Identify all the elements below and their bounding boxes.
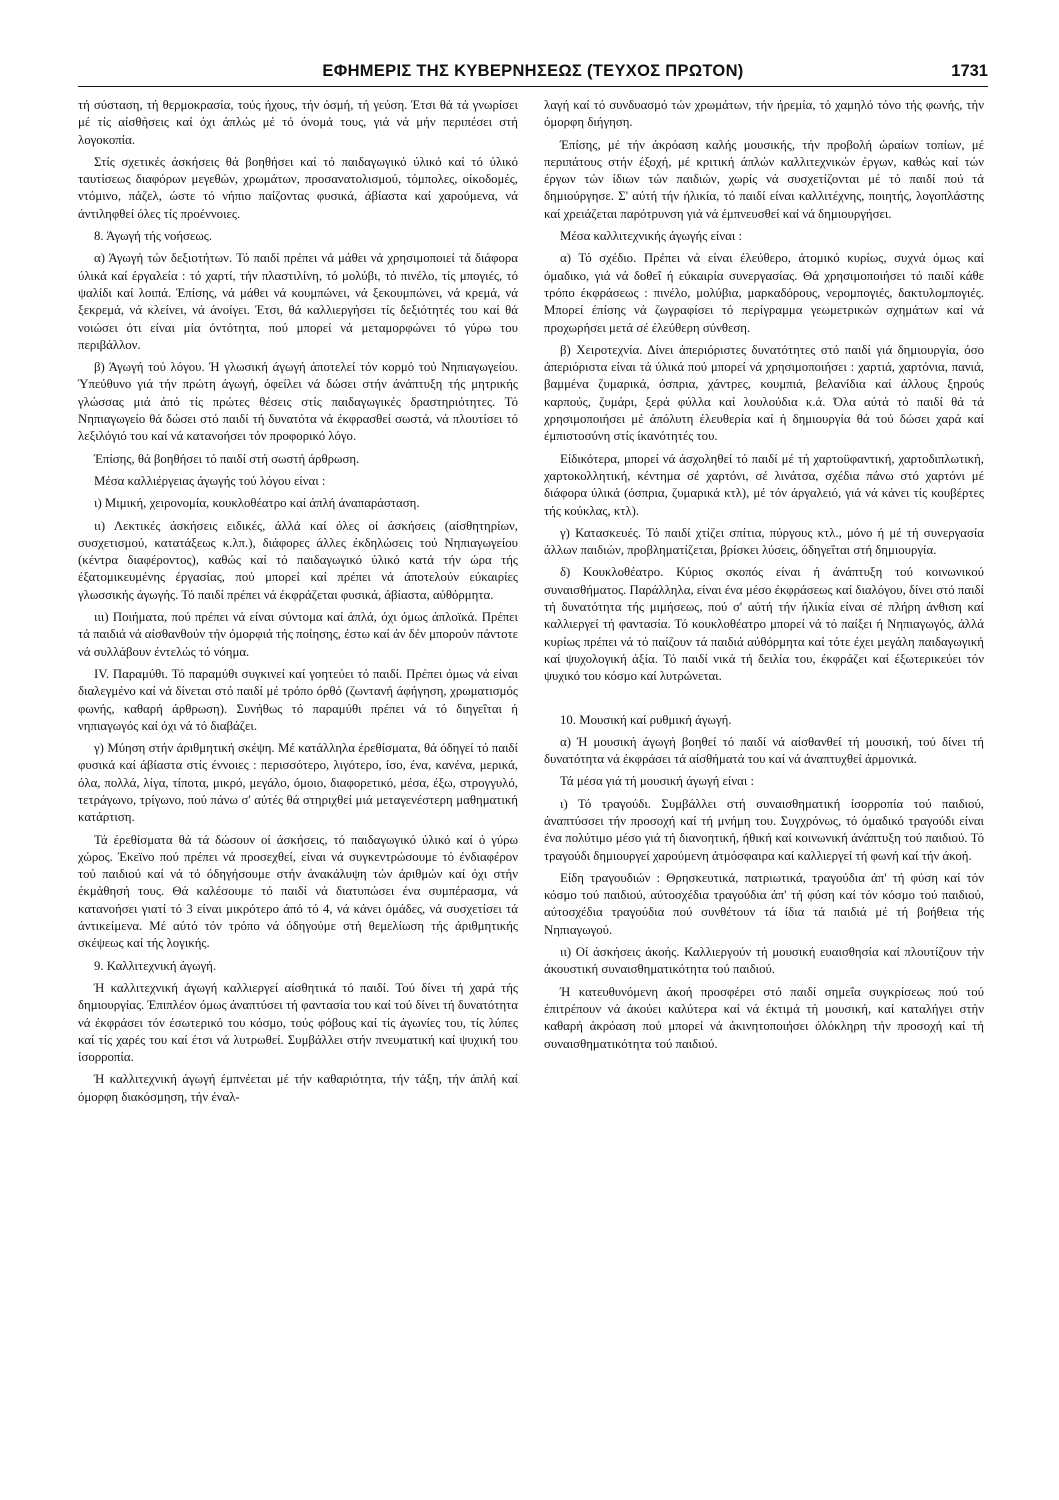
paragraph: β) Άγωγή τού λόγου. Ή γλωσική άγωγή άποτελεί τόν κορμό τού Νηπιαγωγείου. Ύπεύθυνο γιά τήν πρώτη άγωγή, όφείλει νά δώσει στήν άνάπτυξη τής μητρικής γλώσσας μιά άπό τίς πρώτες θέσεις στίς παιδαγωγικές δραστηριότητες. Τό Νηπιαγωγείο θά δώσει στό παιδί τή δυνατότα νά έκφρασθεί σωστά, νά πλουτίσει τό λεξιλόγιό του καί νά κατανοήσει τόν προφορικό λόγο.	[78, 360, 518, 444]
paragraph: Έπίσης, θά βοηθήσει τό παιδί στή σωστή άρθρωση.	[94, 451, 360, 466]
paragraph: Μέσα καλλιέργειας άγωγής τού λόγου είναι :	[94, 473, 326, 488]
paragraph: IV. Παραμύθι. Τό παραμύθι συγκινεί καί γοητεύει τό παιδί. Πρέπει όμως νά είναι διαλεγμένο καί νά δίνεται στό παιδί μέ τρόπο όρθό (ζωντανή άφήγηση, χρωματισμός φωνής, καθαρή άρθρωση). Συνήθως τό παραμύθι πρέπει νά τό διηγεΐται ή νηπιαγωγός καί όχι νά τό διαβάζει.	[78, 666, 518, 733]
section-heading: 8. Άγωγή τής νοήσεως.	[94, 229, 213, 244]
paragraph: Είδη τραγουδιών : Θρησκευτικά, πατριωτικά, τραγούδια άπ' τή φύση καί τόν κόσμο τού παιδιού, αύτοσχέδια τραγούδια άπ' τή φύση καί τόν κόσμο τού παιδιού, αύτοσχέδια τραγούδια πού συνθέτουν τά ίδια τά παιδιά μέ τή βοήθεια τής Νηπιαγωγού.	[544, 870, 984, 937]
paragraph: Ή καλλιτεχνική άγωγή έμπνέεται μέ τήν καθαριότητα, τήν τάξη, τήν άπλή καί όμορφη διακόσμηση, τήν έναλ-	[78, 1072, 518, 1104]
paragraph: Ή καλλιτεχνική άγωγή καλλιεργεί αίσθητικά τό παιδί. Τού δίνει τή χαρά τής δημιουργίας. Έπιπλέον όμως άναπτύσει τή φαντασία του καί τού δίνει τή δυνατότητα νά έκφράσει τόν έσωτερικό του κόσμο, τούς φόβους καί τίς άγωνίες του, τίς λύπες καί τίς χαρές του καί έτσι νά λυτρωθεί. Συμβάλλει στήν πνευματική καί ψυχική του ίσορροπία.	[78, 980, 518, 1065]
right-column	[544, 97, 984, 1058]
page-number: 1731	[951, 62, 988, 80]
paragraph: α) Ή μουσική άγωγή βοηθεί τό παιδί νά αίσθανθεί τή μουσική, τού δίνει τή δυνατότητα νά έκφράσει τά αίσθήματά του καί νά άναπτυχθεί άρμονικά.	[544, 734, 984, 767]
paragraph: Τά μέσα γιά τή μουσική άγωγή είναι :	[560, 774, 755, 789]
section-heading: 10. Μουσική καί ρυθμική άγωγή.	[560, 712, 732, 727]
paragraph: ι) Μιμική, χειρονομία, κουκλοθέατρο καί άπλή άναπαράσταση.	[94, 496, 420, 511]
journal-title: ΕΦΗΜΕΡΙΣ ΤΗΣ ΚΥΒΕΡΝΗΣΕΩΣ (ΤΕΥΧΟΣ ΠΡΩΤΟΝ)	[322, 62, 744, 80]
paragraph: Μέσα καλλιτεχνικής άγωγής είναι :	[560, 229, 743, 244]
paragraph: δ) Κουκλοθέατρο. Κύριος σκοπός είναι ή άνάπτυξη τού κοινωνικού συναισθήματος. Παράλληλα, είναι ένα μέσο έκφράσεως καί διαλόγου, δίνει στό παιδί τή δυνατότητα τής μιμήσεως, πού σ' αύτή τήν ήλικία είναι σέ πλήρη άνθιση καί καλλιεργεί τή φαντασία. Τό κουκλοθέατρο μπορεί νά τό παίξει ή Νηπιαγωγός, άλλά κυρίως πρέπει νά τό παίζουν τά παιδιά αύθόρμητα καί τότε έχει μεγάλη παιδαγωγική καί ψυχολογική άξία. Τό παιδί νικά τή δειλία του, έκφράζει καί έξωτερικεύει τόν ψυχικό του κόσμο καί λυτρώνεται.	[544, 565, 984, 684]
page-header	[78, 60, 988, 87]
paragraph: Τά έρεθίσματα θά τά δώσουν οί άσκήσεις, τό παιδαγωγικό ύλικό καί ό γύρω χώρος. Έκεϊνο πού πρέπει νά προσεχθεί, είναι νά συγκεντρώσουμε τό ένδιαφέρον τού παιδιού καί νά τό όδηγήσουμε στήν άνακάλυψη τών άριθμών καί όχι στήν έκμάθησή τους. Θά καλέσουμε τό παιδί νά διατυπώσει ένα συμπέρασμα, νά κατανοήσει γιατί τό 3 είναι μικρότερο άπό τό 4, νά κάνει όμάδες, νά συσχετίσει τά άντικείμενα. Μέ αύτό τόν τρόπο νά όδηγούμε στή θεμελίωση τής άριθμητικής σκέψεως καί τής λογικής.	[78, 832, 518, 951]
paragraph: ιιι) Ποιήματα, πού πρέπει νά είναι σύντομα καί άπλά, όχι όμως άπλοϊκά. Πρέπει τά παιδιά νά αίσθανθούν τήν όμορφιά τής ποίησης, έστω καί άν δέν μπορούν πάντοτε νά συλλάβουν έντελώς τό νόημα.	[78, 610, 518, 659]
paragraph: Ή κατευθυνόμενη άκοή προσφέρει στό παιδί σημεΐα συγκρίσεως πού τού έπιτρέπουν νά άκούει καλύτερα καί νά έκτιμά τή μουσική, καί καταλήγει στήν καθαρή άκρόαση πού μπορεί νά άκινητοποιήσει όλόκληρη τήν προσοχή καί τή συναισθηματικότητα τού παιδιού.	[544, 984, 984, 1051]
paragraph: Στίς σχετικές άσκήσεις θά βοηθήσει καί τό παιδαγωγικό ύλικό καί τό ύλικό ταυτίσεως διαφόρων μεγεθών, χρωμάτων, προσανατολισμού, τόμπολες, οίκοδομές, ντόμινο, πάζελ, ώστε τό νήπιο παίζοντας φυσικά, άβίαστα καί χαρούμενα, νά άντιληφθεί όλες τίς προέννοιες.	[78, 154, 518, 221]
paragraph: ιι) Οί άσκήσεις άκοής. Καλλιεργούν τή μουσική ευαισθησία καί πλουτίζουν τήν άκουστική συναισθηματικότητα τού παιδιού.	[544, 945, 984, 977]
paragraph: γ) Μύηση στήν άριθμητική σκέψη. Μέ κατάλληλα έρεθίσματα, θά όδηγεί τό παιδί φυσικά καί άβίαστα στίς έννοιες : περισσότερο, λιγότερο, ίσο, ένα, κανένα, μερικά, όλα, πολλά, λίγα, τίποτα, μικρό, μεγάλο, όμοιο, διαφορετικό, μέσα, έξω, στρογγυλό, τετράγωνο, τρίγωνο, πού πάνω σ' αύτές θά στηριχθεί μιά μεταγενέστερη μαθηματική κατάρτιση.	[78, 741, 518, 825]
paragraph: ιι) Λεκτικές άσκήσεις ειδικές, άλλά καί όλες οί άσκήσεις (αίσθητηρίων, συσχετισμού, κατατάξεως κ.λπ.), διάφορες άλλες έκδηλώσεις τού Νηπιαγωγείου (κέντρα διαφέροντος), καθώς καί τό παιδαγωγικό ύλικό κατά τήν ώρα τής έξατομικευμένης έργασίας, πού μπορεί καί πρέπει νά άποτελούν εύκαιρίες γλωσσικής άγωγής. Τό παιδί πρέπει νά έκφράζεται φυσικά, άβίαστα, αύθόρμητα.	[78, 518, 518, 602]
paragraph: γ) Κατασκευές. Τό παιδί χτίζει σπίτια, πύργους κτλ., μόνο ή μέ τή συνεργασία άλλων παιδιών, προβληματίζεται, βρίσκει λύσεις, όδηγεΐται στή δημιουργία.	[544, 525, 984, 558]
paragraph: α) Τό σχέδιο. Πρέπει νά είναι έλεύθερο, άτομικό κυρίως, συχνά όμως καί όμαδικο, γιά νά δοθεΐ ή εύκαιρία συνεργασίας. Θά χρησιμοποιήσει τό παιδί κάθε τρόπο έκφράσεως : πινέλο, μολύβια, μαρκαδόρους, νερομπογιές, δακτυλομπογιές. Μπορεί έπίσης νά ζωγραφίσει τό περίγραμμα γεωμετρικών σχημάτων καί νά προχωρήσει μετά σέ έλεύθερη σύνθεση.	[544, 251, 984, 335]
paragraph: λαγή καί τό συνδυασμό τών χρωμάτων, τήν ήρεμία, τό χαμηλό τόνο τής φωνής, τήν όμορφη διήγηση.	[544, 98, 984, 130]
paragraph: Έπίσης, μέ τήν άκρόαση καλής μουσικής, τήν προβολή ώραίων τοπίων, μέ περιπάτους στήν έξοχή, μέ κριτική άπλών καλλιτεχνικών έργων, καθώς καί τών έργων τών ίδιων τών παιδιών, χωρίς νά συσχετίζονται μέ τό παιδί πού τά δημιούργησε. Σ' αύτή τήν ήλικία, τό παιδί είναι καλλιτέχνης, ποιητής, λογοπλάστης καί χρειάζεται παρότρυνση γιά νά έμπνευσθεί καί νά δημιουργήσει.	[544, 137, 984, 221]
section-heading: 9. Καλλιτεχνική άγωγή.	[94, 958, 217, 973]
paragraph: β) Χειροτεχνία. Δίνει άπεριόριστες δυνατότητες στό παιδί γιά δημιουργία, όσο άπεριόριστα είναι τά ύλικά πού μπορεί νά χρησιμοποιήσει : χαρτιά, χαρτόνια, πανιά, βαμμένα ζυμαρικά, όσπρια, χάντρες, κουμπιά, βελανίδια καί άλλους ξηρούς καρπούς, ζυμάρι, ξερά φύλλα καί λουλούδια κ.ά. Όλα αύτά τό παιδί θά τά χρησιμοποιήσει μέ άπόλυτη έλευθερία καί ή δημιουργία θά τού δώσει χαρά καί έμπιστοσύνη στίς ίκανότητές του.	[544, 342, 984, 444]
paragraph: Είδικότερα, μπορεί νά άσχοληθεί τό παιδί μέ τή χαρτοϋφαντική, χαρτοδιπλωτική, χαρτοκολλητική, κέντημα σέ χαρτόνι, σέ λινάτσα, σχέδια πάνω στό χαρτόνι μέ διάφορα ύλικά (όσπρια, ζυμαρικά κτλ), μέ τόν άργαλειό, γιά νά κάνει τίς κουβέρτες τής κούκλας, κτλ).	[544, 451, 984, 518]
paragraph: τή σύσταση, τή θερμοκρασία, τούς ήχους, τήν όσμή, τή γεύση. Έτσι θά τά γνωρίσει μέ τίς αίσθήσεις καί όχι άπλώς μέ τό όνομά τους, γιά νά μήν περιπέσει στή λογοκοπία.	[78, 98, 518, 147]
paragraph: ι) Τό τραγούδι. Συμβάλλει στή συναισθηματική ίσορροπία τού παιδιού, άναπτύσσει τήν προσοχή καί τή μνήμη του. Συγχρόνως, τό όμαδικό τραγούδι είναι ένα πολύτιμο μέσο γιά τή διανοητική, ήθική καί κοινωνική άνάπτυξη τού παιδιού. Τό τραγούδι δημιουργεί χαρούμενη άτμόσφαιρα καί καλλιεργεί τή φωνή καί τήν άκοή.	[544, 796, 984, 863]
left-column	[78, 97, 518, 1111]
paragraph: α) Άγωγή τών δεξιοτήτων. Τό παιδί πρέπει νά μάθει νά χρησιμοποιεί τά διάφορα ύλικά καί έργαλεία : τό χαρτί, τήν πλαστιλίνη, τό μολύβι, τό πινέλο, τίς μπογιές, τό ψαλίδι καί λοιπά. Έπίσης, νά μάθει νά κουμπώνει, νά ξεκουμπώνει, νά κρεμά, νά ξεκρεμά, νά κλείνει, νά άνοίγει. Έτσι, θά καλλιεργήσει τίς δεξιότητές του καί θά νοιώσει ότι είναι μία όντότητα, πού μπορεί νά μεταμορφώνει τό γύρω του περιβάλλον.	[78, 251, 518, 352]
